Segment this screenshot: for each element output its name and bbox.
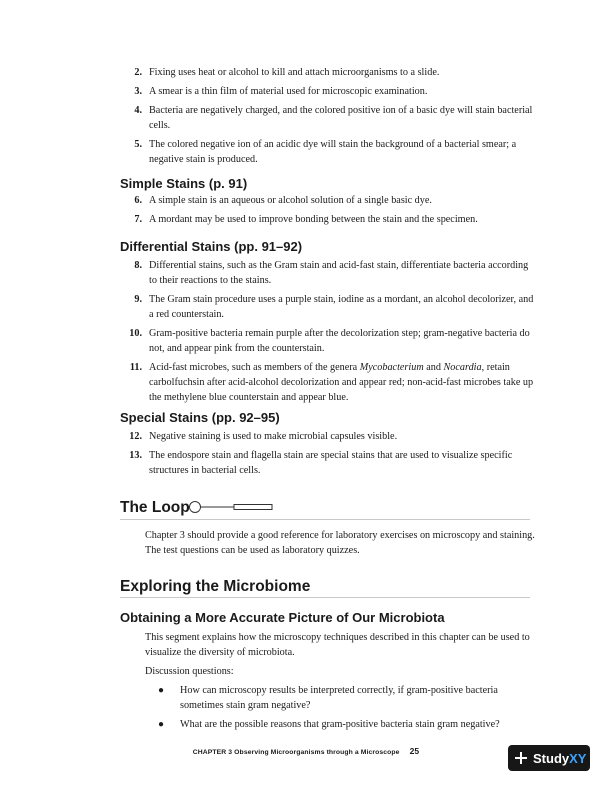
list-item: 2. Fixing uses heat or alcohol to kill and attach microorganisms to a slide. <box>134 67 440 78</box>
section-divider <box>120 597 530 598</box>
list-intro <box>122 65 534 171</box>
list-item: 4. Bacteria are negatively charged, and the colored positive ion of a basic dye will stain bacterial cells. <box>134 105 533 131</box>
list-item: 3. A smear is a thin film of material used for microscopic examination. <box>134 86 428 97</box>
inoculating-loop-icon <box>188 500 276 514</box>
section-heading-the-loop: The Loop <box>120 499 190 516</box>
loop-paragraph: Chapter 3 should provide a good reference for laboratory exercises on microscopy and staining. The test questions can be used as laboratory quizzes. <box>145 530 535 556</box>
list-item: 9. The Gram stain procedure uses a purple stain, iodine as a mordant, an alcohol decolorizer, and a red counterstain. <box>134 294 534 320</box>
list-special-stains <box>122 429 534 482</box>
discussion-questions <box>158 683 538 736</box>
section-divider <box>120 519 530 520</box>
footer-chapter: CHAPTER 3 Observing Microorganisms through a Microscope <box>192 749 400 756</box>
list-item: 5. The colored negative ion of an acidic dye will stain the background of a bacterial smear; a negative stain is produced. <box>134 139 517 165</box>
plus-icon <box>515 752 527 764</box>
bullet-icon: ● <box>158 719 165 730</box>
section-heading-simple-stains: Simple Stains (p. 91) <box>120 176 248 191</box>
subheading-microbiota: Obtaining a More Accurate Picture of Our Microbiota <box>120 610 445 625</box>
list-differential-stains <box>122 258 534 409</box>
section-heading-differential-stains: Differential Stains (pp. 91–92) <box>120 239 303 254</box>
list-item: 8. Differential stains, such as the Gram stain and acid-fast stain, differentiate bacteria according to their reactions to the stains. <box>134 260 529 286</box>
list-item: ● What are the possible reasons that gram-positive bacteria stain gram negative? <box>158 719 500 730</box>
brand-name: StudyXY <box>533 750 587 766</box>
list-item: 11. Acid-fast microbes, such as members of the genera Mycobacterium and Nocardia, retain carbolfuchsin after acid-alcohol decolorization and appear red; non-acid-fast microbes take up the methylene blue counterstain and appear blue. <box>129 362 534 403</box>
discussion-label: Discussion questions: <box>145 666 234 677</box>
microbiome-paragraph: This segment explains how the microscopy techniques described in this chapter can be used to visualize the diversity of microbiota. <box>145 632 530 658</box>
list-item: 12. Negative staining is used to make microbial capsules visible. <box>129 431 398 442</box>
page-number: 25 <box>409 746 420 756</box>
section-heading-microbiome: Exploring the Microbiome <box>120 578 311 595</box>
list-simple-stains <box>122 193 534 231</box>
list-item: 7. A mordant may be used to improve bonding between the stain and the specimen. <box>134 214 478 225</box>
bullet-icon: ● <box>158 685 165 696</box>
list-item: 10. Gram-positive bacteria remain purple after the decolorization step; gram-negative bacteria do not, and appear pink from the counterstain. <box>129 328 530 354</box>
section-heading-special-stains: Special Stains (pp. 92–95) <box>120 410 280 425</box>
studyxy-logo[interactable] <box>508 745 590 771</box>
list-item: ● How can microscopy results be interpreted correctly, if gram-positive bacteria sometimes stain gram negative? <box>158 685 498 711</box>
list-item: 6. A simple stain is an aqueous or alcohol solution of a single basic dye. <box>134 195 432 206</box>
list-item: 13. The endospore stain and flagella stain are special stains that are used to visualize specific structures in bacterial cells. <box>129 450 513 476</box>
